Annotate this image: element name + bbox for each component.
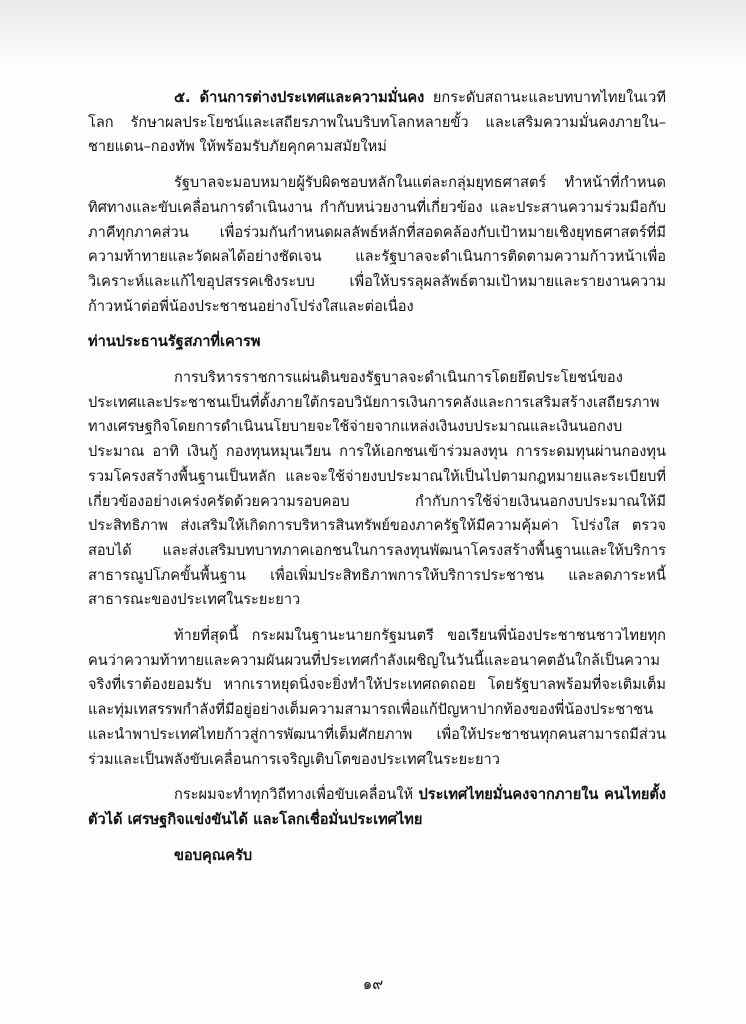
section-5-paragraph bbox=[88, 86, 666, 160]
commitment-lead: กระผมจะทำทุกวิถีทางเพื่อขับเคลื่อนให้ bbox=[174, 786, 419, 804]
section-5-body: ยกระดับสถานะและบทบาทไทยในเวทีโลก รักษาผลประโยชน์และเสถียรภาพในบริบทโลกหลายขั้ว และเสริมความมั่นคงภายใน–ชายแดน–กองทัพ ให้พร้อมรับภัยคุกคามสมัยใหม่ bbox=[88, 89, 666, 156]
commitment-slogan: ประเทศไทยมั่นคงจากภายใน คนไทยตั้งตัวได้ เศรษฐกิจแข่งขันได้ และโลกเชื่อมั่นประเทศไทย bbox=[88, 786, 667, 828]
section-5-heading: ๕. ด้านการต่างประเทศและความมั่นคง bbox=[174, 89, 425, 106]
administration-paragraph: การบริหารราชการแผ่นดินของรัฐบาลจะดำเนินการโดยยึดประโยชน์ของประเทศและประชาชนเป็นที่ตั้งภายใต้กรอบวินัยการเงินการคลังและการเสริมสร้างเสถียรภาพทางเศรษฐกิจโดยการดำเนินนโยบายจะใช้จ่ายจากแหล่งเงินงบประมาณและเงินนอกงบประมาณ อาทิ เงินกู้ กองทุนหมุนเวียน การให้เอกชนเข้าร่วมลงทุน การระดมทุนผ่านกองทุนรวมโครงสร้างพื้นฐานเป็นหลัก และจะใช้จ่ายงบประมาณให้เป็นไปตามกฎหมายและระเบียบที่เกี่ยวข้องอย่างเคร่งครัดด้วยความรอบคอบ กำกับการใช้จ่ายเงินนอกงบประมาณให้มีประสิทธิภาพ ส่งเสริมให้เกิดการบริหารสินทรัพย์ของภาครัฐให้มีความคุ้มค่า โปร่งใส ตรวจสอบได้ และส่งเสริมบทบาทภาคเอกชนในการลงทุนพัฒนาโครงสร้างพื้นฐานและให้บริการสาธารณูปโภคขั้นพื้นฐาน เพื่อเพิ่มประสิทธิภาพการให้บริการประชาชน และลดภาระหนี้สาธารณะของประเทศในระยะยาว bbox=[88, 369, 666, 609]
finally-paragraph: ท้ายที่สุดนี้ กระผมในฐานะนายกรัฐมนตรี ขอเรียนพี่น้องประชาชนชาวไทยทุกคนว่าความท้าทายและความผันผวนที่ประเทศกำลังเผชิญในวันนี้และอนาคตอันใกล้เป็นความจริงที่เราต้องยอมรับ หากเราหยุดนิ่งจะยิ่งทำให้ประเทศถดถอย โดยรัฐบาลพร้อมที่จะเติมเต็มและทุ่มเทสรรพกำลังที่มีอยู่อย่างเต็มความสามารถเพื่อแก้ปัญหาปากท้องของพี่น้องประชาชนและนำพาประเทศไทยก้าวสู่การพัฒนาที่เต็มศักยภาพ เพื่อให้ประชาชนทุกคนสามารถมีส่วนร่วมและเป็นพลังขับเคลื่อนการเจริญเติบโตของประเทศในระยะยาว bbox=[88, 627, 666, 768]
salutation-heading: ท่านประธานรัฐสภาที่เคารพ bbox=[88, 333, 261, 351]
page-top-edge bbox=[0, 0, 746, 70]
closing-text: ขอบคุณครับ bbox=[174, 846, 253, 864]
government-paragraph: รัฐบาลจะมอบหมายผู้รับผิดชอบหลักในแต่ละกลุ่มยุทธศาสตร์ ทำหน้าที่กำหนดทิศทางและขับเคลื่อนการดำเนินงาน กำกับหน่วยงานที่เกี่ยวข้อง และประสานความร่วมมือกับภาคีทุกภาคส่วน เพื่อร่วมกันกำหนดผลลัพธ์หลักที่สอดคล้องกับเป้าหมายเชิงยุทธศาสตร์ที่มีความท้าทายและวัดผลได้อย่างชัดเจน และรัฐบาลจะดำเนินการติดตามความก้าวหน้าเพื่อวิเคราะห์และแก้ไขอุปสรรคเชิงระบบ เพื่อให้บรรลุผลลัพธ์ตามเป้าหมายและรายงานความก้าวหน้าต่อพี่น้องประชาชนอย่างโปร่งใสและต่อเนื่อง bbox=[88, 174, 666, 315]
commitment-paragraph bbox=[88, 783, 666, 832]
document-body bbox=[88, 86, 666, 868]
page-number: ๑๙ bbox=[362, 975, 384, 993]
